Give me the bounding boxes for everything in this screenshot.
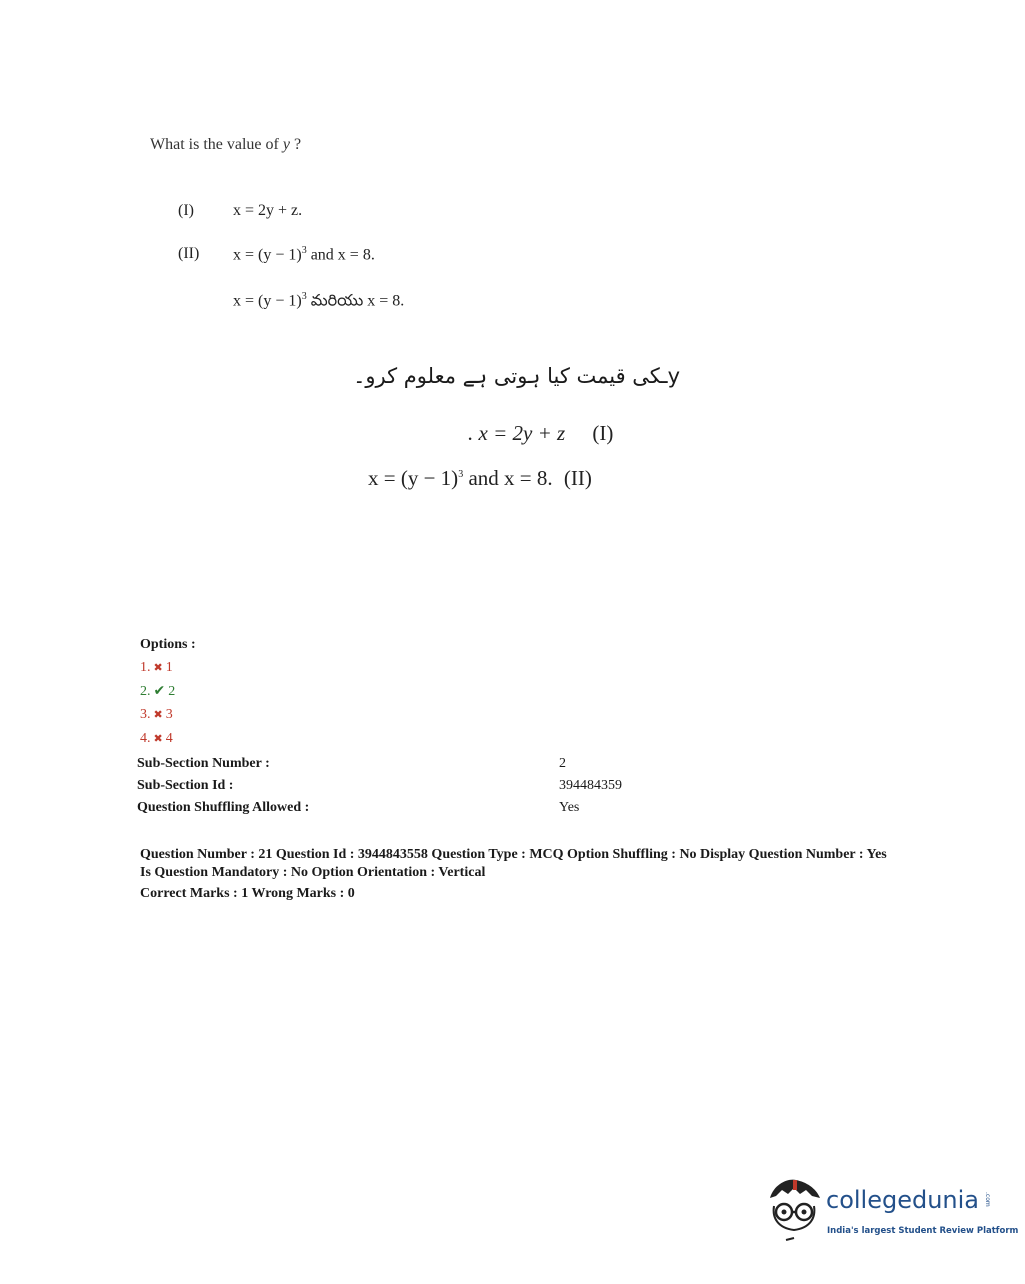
statement-2-expr: $x = (y - 1)^3$ and x = 8.: [233, 245, 375, 264]
next-question-marks: Correct Marks : 1 Wrong Marks : 0: [140, 886, 355, 901]
subsection-id-value: 394484359: [559, 778, 622, 793]
logo-wordmark: collegedunia: [826, 1186, 980, 1214]
question-shuffling-label: Question Shuffling Allowed :: [137, 800, 310, 815]
question-shuffling-value: Yes: [559, 800, 580, 815]
option-2: 2. ✔ 2: [140, 683, 176, 699]
check-mark-icon: ✔: [153, 683, 166, 699]
question-variable: y: [282, 136, 290, 153]
wrong-mark-icon: ✖: [153, 708, 163, 721]
statement-1-label: (I): [178, 202, 194, 219]
subsection-id-label: Sub-Section Id :: [137, 778, 234, 793]
options-heading: Options :: [140, 637, 196, 652]
next-question-info: Question Number : 21 Question Id : 3944843558 Question Type : MCQ Option Shuffling : No Display Question Number : Yes Is Question Mandatory : No Option Orientation : Vertical: [140, 847, 887, 880]
statement-2-label: (II): [178, 245, 200, 262]
logo-suffix: .com: [984, 1192, 991, 1207]
urdu-statement-1: . x = 2y + z (I): [468, 421, 614, 445]
option-3: 3. ✖ 3: [140, 707, 173, 722]
collegedunia-logo: [766, 1176, 1019, 1246]
wrong-mark-icon: ✖: [153, 661, 163, 674]
telugu-statement: $x = (y - 1)^3$ మరియు x = 8.: [233, 291, 405, 310]
option-4: 4. ✖ 4: [140, 731, 173, 746]
wrong-mark-icon: ✖: [153, 732, 163, 745]
statement-1-expr: x = 2y + z.: [233, 202, 303, 219]
urdu-heading: yـکی قیمت کیا ہوتی ہے معلوم کرو۔: [353, 364, 680, 388]
urdu-statement-2: $x = (y - 1)^3$ and x = 8. (II): [368, 466, 592, 490]
question-text: What is the value of y ?: [150, 136, 302, 153]
subsection-number-label: Sub-Section Number :: [137, 756, 270, 771]
mascot-icon: [766, 1176, 824, 1242]
logo-tagline: India's largest Student Review Platform: [827, 1226, 1019, 1236]
subsection-number-value: 2: [559, 756, 566, 771]
option-1: 1. ✖ 1: [140, 660, 173, 675]
